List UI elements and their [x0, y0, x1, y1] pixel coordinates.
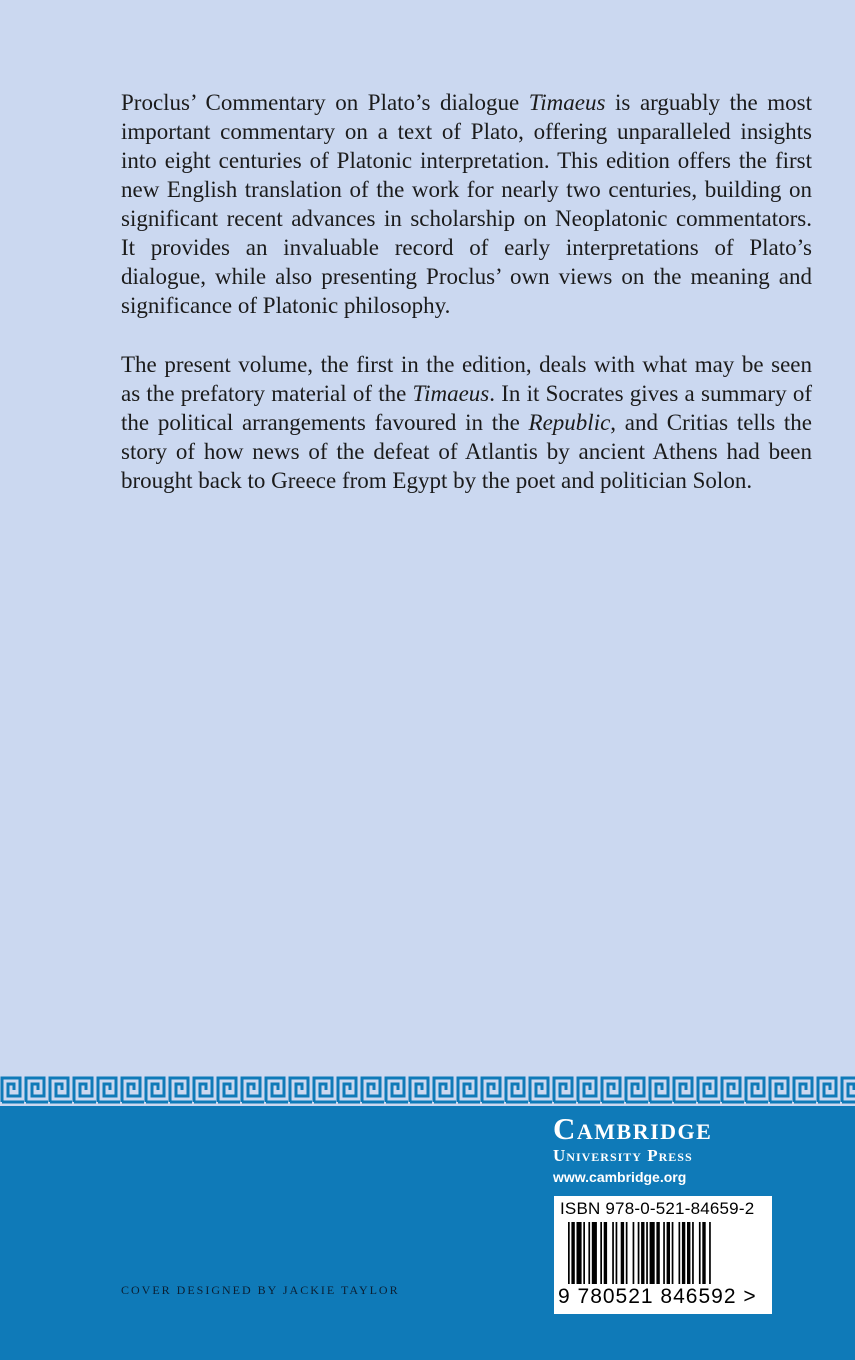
- blurb-text: is arguably the most important commentary on a text of Plato, offering unparalleled insights into eight centuries of Platonic interpretation. This edition offers the first new English translation of the work for nearly two centuries, building on significant recent advances in scholarship on Neoplatonic commentators. It provides an invaluable record of early interpretations of Plato’s dialogue, while also presenting Proclus’ own views on the meaning and significance of Platonic philosophy.: [121, 90, 812, 318]
- isbn-label: ISBN 978-0-521-84659-2: [560, 1199, 755, 1218]
- isbn-barcode: [554, 1196, 772, 1314]
- cover-credit: COVER DESIGNED BY JACKIE TAYLOR: [121, 1283, 400, 1297]
- blurb-text: The present volume, the first in the edition, deals with what may be seen as the prefatory material of the: [121, 352, 812, 406]
- greek-key-border: [0, 1074, 855, 1106]
- title-italic: Republic: [528, 410, 611, 435]
- publisher-url: www.cambridge.org: [553, 1169, 687, 1185]
- blurb-paragraph-1: [121, 88, 812, 320]
- blurb-paragraph-2: [121, 350, 812, 495]
- blurb-text: . In it Socrates gives a summary of the political arrangements favoured in the: [121, 381, 812, 435]
- title-italic: Timaeus: [528, 90, 606, 115]
- blurb-text: Proclus’ Commentary on Plato’s dialogue: [121, 90, 529, 115]
- title-italic: Timaeus: [412, 381, 490, 406]
- publisher-subtitle: University Press: [553, 1146, 693, 1165]
- back-cover-blurb: [121, 88, 812, 525]
- publisher-name: Cambridge: [553, 1111, 713, 1146]
- publisher-logo: [553, 1112, 783, 1188]
- isbn-digits: 9 780521 846592 >: [558, 1285, 757, 1308]
- blurb-text: , and Critias tells the story of how news of the defeat of Atlantis by ancient Athens had been brought back to Greece from Egypt by the poet and politician Solon.: [121, 410, 812, 493]
- barcode-bars: [568, 1222, 758, 1284]
